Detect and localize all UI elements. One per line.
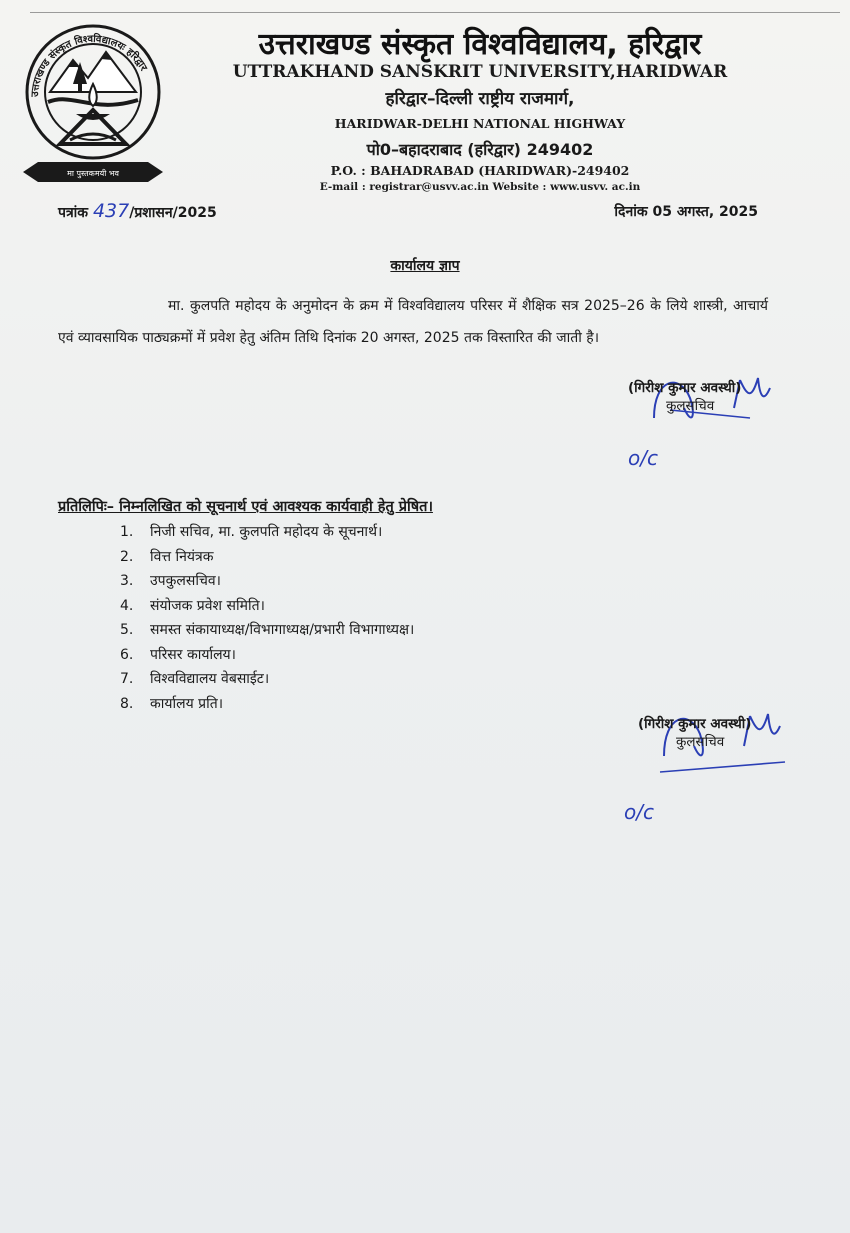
list-item: 3. उपकुलसचिव। — [120, 573, 221, 589]
signatory-name: (गिरीश कुमार अवस्थी) — [628, 380, 742, 396]
university-seal-logo — [18, 22, 168, 187]
initials-mark-1: o/c — [628, 446, 658, 470]
signature-block-1 — [628, 378, 741, 414]
signatory-title: कुलसचिव — [676, 734, 725, 750]
address-english: HARIDWAR-DELHI NATIONAL HIGHWAY — [334, 116, 626, 131]
list-item: 4. संयोजक प्रवेश समिति। — [120, 597, 265, 614]
memo-body: मा. कुलपति महोदय के अनुमोदन के क्रम में विश्वविद्यालय परिसर में शैक्षिक सत्र 2025–26 के लिये शास्त्री, आचार्य एवं व्यावसायिक पाठ्यक्रमों में प्रवेश हेतु अंतिम तिथि दिनांक 20 अगस्त, 2025 तक विस्तारित की जाती है। — [58, 298, 768, 346]
initials-mark-2: o/c — [624, 800, 654, 824]
reference-number — [58, 200, 217, 222]
reference-suffix: /प्रशासन/2025 — [129, 205, 217, 221]
copy-to-heading: प्रतिलिपिः– निम्नलिखित को सूचनार्थ एवं आवश्यक कार्यवाही हेतु प्रेषित। — [58, 499, 433, 515]
signatory-title: कुलसचिव — [666, 398, 715, 414]
logo-ring-text: उत्तराखण्ड संस्कृत विश्वविद्यालयः हरिद्वार — [29, 33, 149, 98]
post-office-hindi: पो0–बहादराबाद (हरिद्वार) 249402 — [366, 140, 594, 159]
list-item: 2. वित्त नियंत्रक — [120, 548, 214, 565]
copy-to-list — [120, 520, 414, 716]
handwritten-reference-number: 437 — [92, 200, 130, 222]
list-item: 6. परिसर कार्यालय। — [120, 646, 236, 663]
contact-line: E-mail : registrar@usvv.ac.in Website : www.usvv. ac.in — [319, 181, 641, 193]
document-date: दिनांक 05 अगस्त, 2025 — [614, 204, 758, 220]
university-name-hindi: उत्तराखण्ड संस्कृत विश्वविद्यालय, हरिद्वार — [258, 27, 702, 62]
list-item: 8. कार्यालय प्रति। — [120, 695, 224, 712]
signature-block-2 — [638, 714, 751, 750]
list-item: 1. निजी सचिव, मा. कुलपति महोदय के सूचनार्थ। — [120, 524, 383, 540]
header-rule — [30, 12, 840, 13]
signatory-name: (गिरीश कुमार अवस्थी) — [638, 716, 752, 732]
reference-prefix: पत्रांक — [58, 205, 93, 221]
post-office-english: P.O. : BAHADRABAD (HARIDWAR)-249402 — [330, 163, 630, 178]
subject-heading — [0, 256, 850, 275]
subject-text: कार्यालय ज्ञाप — [390, 258, 460, 274]
university-name-english: UTTRAKHAND SANSKRIT UNIVERSITY,HARIDWAR — [232, 62, 728, 82]
address-hindi: हरिद्वार–दिल्ली राष्ट्रीय राजमार्ग, — [385, 89, 575, 109]
logo-motto: मा पुस्तकमयी भव — [67, 169, 119, 178]
list-item: 5. समस्त संकायाध्यक्ष/विभागाध्यक्ष/प्रभारी विभागाध्यक्ष। — [120, 622, 415, 638]
list-item: 7. विश्वविद्यालय वेबसाईट। — [120, 671, 270, 687]
